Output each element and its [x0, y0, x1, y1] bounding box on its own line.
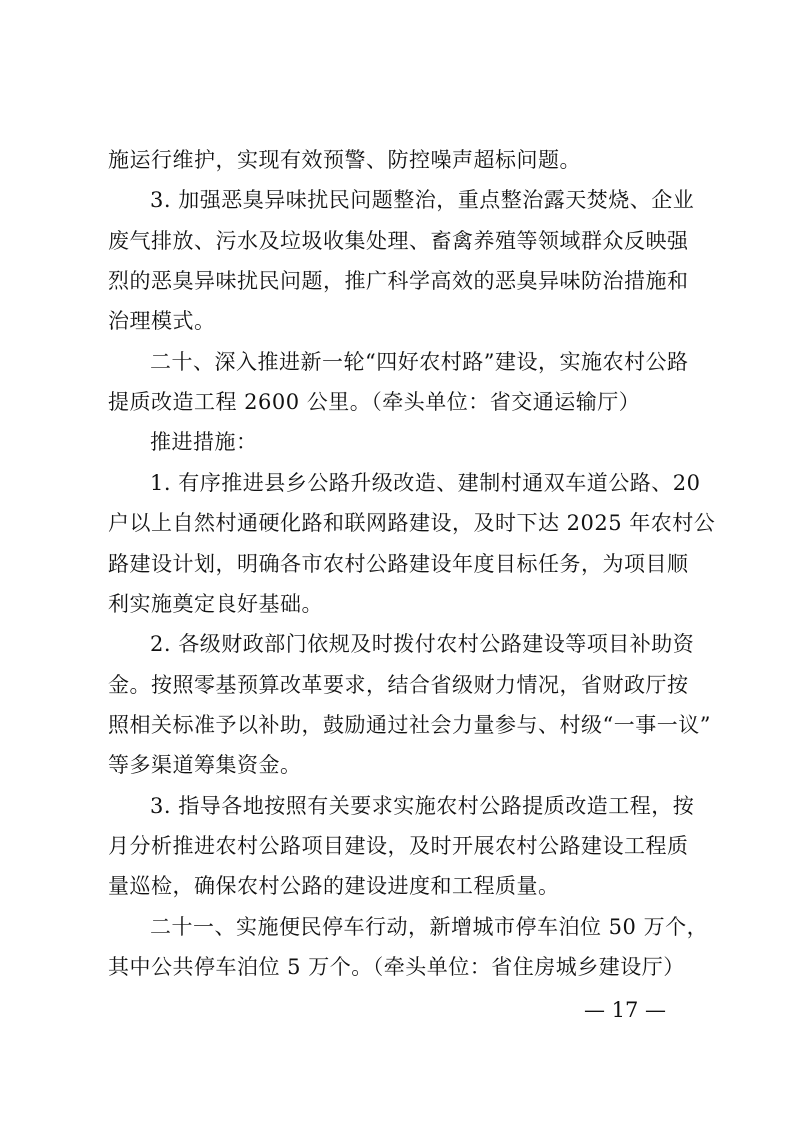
- section-heading-line: 二十、深入推进新一轮“四好农村路”建设，实施农村公路: [150, 350, 689, 374]
- text-line: 金。按照零基预算改革要求，结合省级财力情况，省财政厅按: [108, 673, 689, 697]
- text-line: 月分析推进农村公路项目建设，及时开展农村公路建设工程质: [108, 834, 689, 858]
- section-heading-line: 其中公共停车泊位 5 万个。（牵头单位：省住房城乡建设厅）: [108, 955, 685, 979]
- text-line: 3. 指导各地按照有关要求实施农村公路提质改造工程，按: [150, 794, 695, 818]
- text-line: 照相关标准予以补助，鼓励通过社会力量参与、村级“一事一议”: [108, 713, 711, 737]
- text-line: 2. 各级财政部门依规及时拨付农村公路建设等项目补助资: [150, 632, 695, 656]
- text-line: 3. 加强恶臭异味扰民问题整治，重点整治露天焚烧、企业: [150, 188, 695, 212]
- text-line: 路建设计划，明确各市农村公路建设年度目标任务，为项目顺: [108, 552, 689, 576]
- subheading-line: 推进措施：: [150, 430, 258, 454]
- section-heading-line: 提质改造工程 2600 公里。（牵头单位：省交通运输厅）: [108, 390, 641, 414]
- text-line: 1. 有序推进县乡公路升级改造、建制村通双车道公路、20: [150, 471, 701, 495]
- text-line: 烈的恶臭异味扰民问题，推广科学高效的恶臭异味防治措施和: [108, 269, 689, 293]
- text-line: 施运行维护，实现有效预警、防控噪声超标问题。: [108, 148, 581, 172]
- text-line: 废气排放、污水及垃圾收集处理、畜禽养殖等领域群众反映强: [108, 229, 689, 253]
- text-line: 等多渠道筹集资金。: [108, 753, 302, 777]
- text-line: 利实施奠定良好基础。: [108, 592, 323, 616]
- text-line: 户以上自然村通硬化路和联网路建设，及时下达 2025 年农村公: [108, 511, 716, 535]
- page-number: — 17 —: [583, 998, 667, 1022]
- text-line: 治理模式。: [108, 309, 216, 333]
- text-line: 量巡检，确保农村公路的建设进度和工程质量。: [108, 874, 560, 898]
- section-heading-line: 二十一、实施便民停车行动，新增城市停车泊位 50 万个，: [150, 915, 709, 939]
